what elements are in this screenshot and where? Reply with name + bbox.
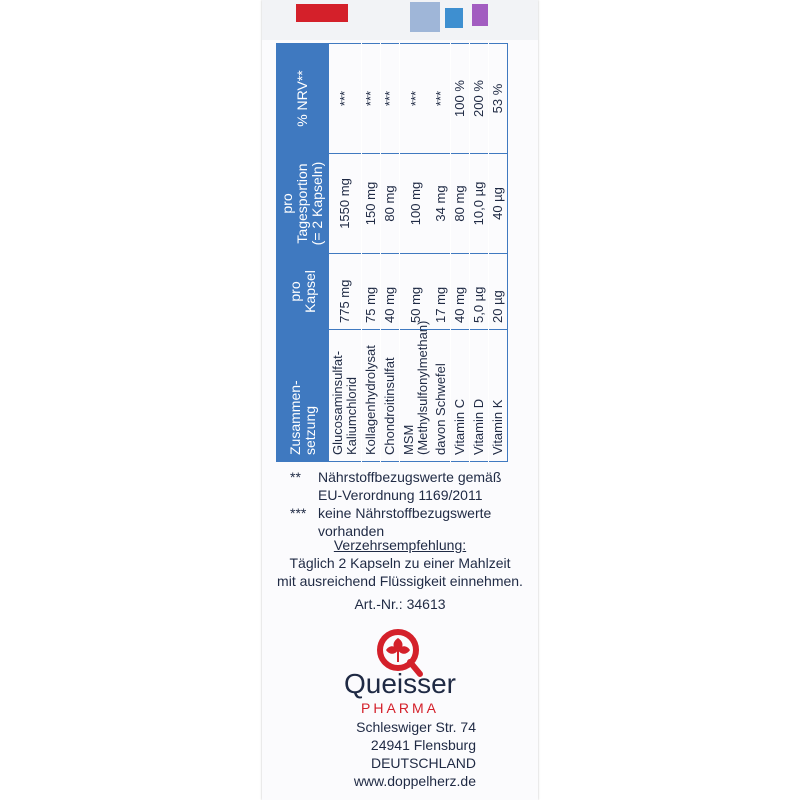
usage-recommendation [262, 536, 538, 590]
per-capsule-value: 50 mg [400, 254, 433, 330]
ingredient-name: Glucosaminsulfat-Kaliumchlorid [329, 330, 362, 462]
per-capsule-value: 775 mg [329, 254, 362, 330]
per-day-value: 100 mg [400, 154, 433, 254]
ingredient-name: davon Schwefel [432, 330, 451, 462]
header-composition: Zusammen- setzung [277, 330, 329, 462]
per-day-value: 1550 mg [329, 154, 362, 254]
flap-red-graphic [296, 4, 348, 22]
nutrition-table-rotated [276, 44, 505, 462]
nrv-value: 200 % [470, 44, 489, 154]
header-nrv: % NRV** [277, 44, 329, 154]
nutrition-table-header [277, 44, 329, 462]
package-top-flap [262, 0, 538, 40]
usage-line: mit ausreichend Flüssigkeit einnehmen. [277, 573, 523, 589]
flap-purple-graphic [472, 4, 488, 26]
footnote-text: Nährstoffbezugswerte gemäß EU-Verordnung 1169/2011 [318, 469, 502, 503]
usage-line: Täglich 2 Kapseln zu einer Mahlzeit [289, 555, 511, 571]
address-street: Schleswiger Str. 74 [356, 719, 476, 735]
brand-subtitle: PHARMA [361, 700, 439, 716]
footnote-mark: ** [290, 469, 301, 485]
ingredient-name: Chondroitinsulfat [381, 330, 400, 462]
ingredient-name: Vitamin K [489, 330, 508, 462]
ingredient-name: Kollagenhydrolysat [362, 330, 381, 462]
table-row [329, 44, 362, 462]
brand-name: Queisser [343, 668, 457, 699]
nrv-value: *** [432, 44, 451, 154]
manufacturer-address [262, 718, 538, 790]
per-capsule-value: 20 µg [489, 254, 508, 330]
ingredient-name: MSM (Methylsulfonylmethan) [400, 330, 433, 462]
table-row [381, 44, 400, 462]
footnote-text: keine Nährstoffbezugswerte vorhanden [318, 505, 492, 539]
footnotes [290, 468, 520, 540]
flap-blue-graphic-2 [445, 8, 463, 28]
per-capsule-value: 40 mg [451, 254, 470, 330]
per-day-value: 10,0 µg [470, 154, 489, 254]
nrv-value: *** [362, 44, 381, 154]
nutrition-table [276, 43, 508, 462]
table-row [432, 44, 451, 462]
nrv-value: 53 % [489, 44, 508, 154]
header-per-capsule: pro Kapsel [277, 254, 329, 330]
per-capsule-value: 40 mg [381, 254, 400, 330]
footnote [290, 504, 520, 540]
website-link[interactable]: www.doppelherz.de [353, 773, 476, 789]
article-number: Art.-Nr.: 34613 [354, 596, 446, 612]
footnote [290, 468, 520, 504]
nrv-value: *** [381, 44, 400, 154]
table-row [470, 44, 489, 462]
per-capsule-value: 75 mg [362, 254, 381, 330]
table-row [400, 44, 433, 462]
per-capsule-value: 5,0 µg [470, 254, 489, 330]
per-day-value: 40 µg [489, 154, 508, 254]
per-capsule-value: 17 mg [432, 254, 451, 330]
per-day-value: 80 mg [451, 154, 470, 254]
table-row [489, 44, 508, 462]
flap-blue-graphic [410, 2, 440, 32]
ingredient-name: Vitamin D [470, 330, 489, 462]
usage-title: Verzehrsempfehlung: [333, 537, 467, 553]
per-day-value: 150 mg [362, 154, 381, 254]
table-row [451, 44, 470, 462]
nrv-value: *** [329, 44, 362, 154]
per-day-value: 34 mg [432, 154, 451, 254]
nrv-value: *** [400, 44, 433, 154]
per-day-value: 80 mg [381, 154, 400, 254]
ingredient-name: Vitamin C [451, 330, 470, 462]
address-country: DEUTSCHLAND [370, 755, 476, 771]
footnote-mark: *** [290, 505, 307, 521]
address-city: 24941 Flensburg [370, 737, 476, 753]
header-per-day: pro Tagesportion (= 2 Kapseln) [277, 154, 329, 254]
table-row [362, 44, 381, 462]
nrv-value: 100 % [451, 44, 470, 154]
